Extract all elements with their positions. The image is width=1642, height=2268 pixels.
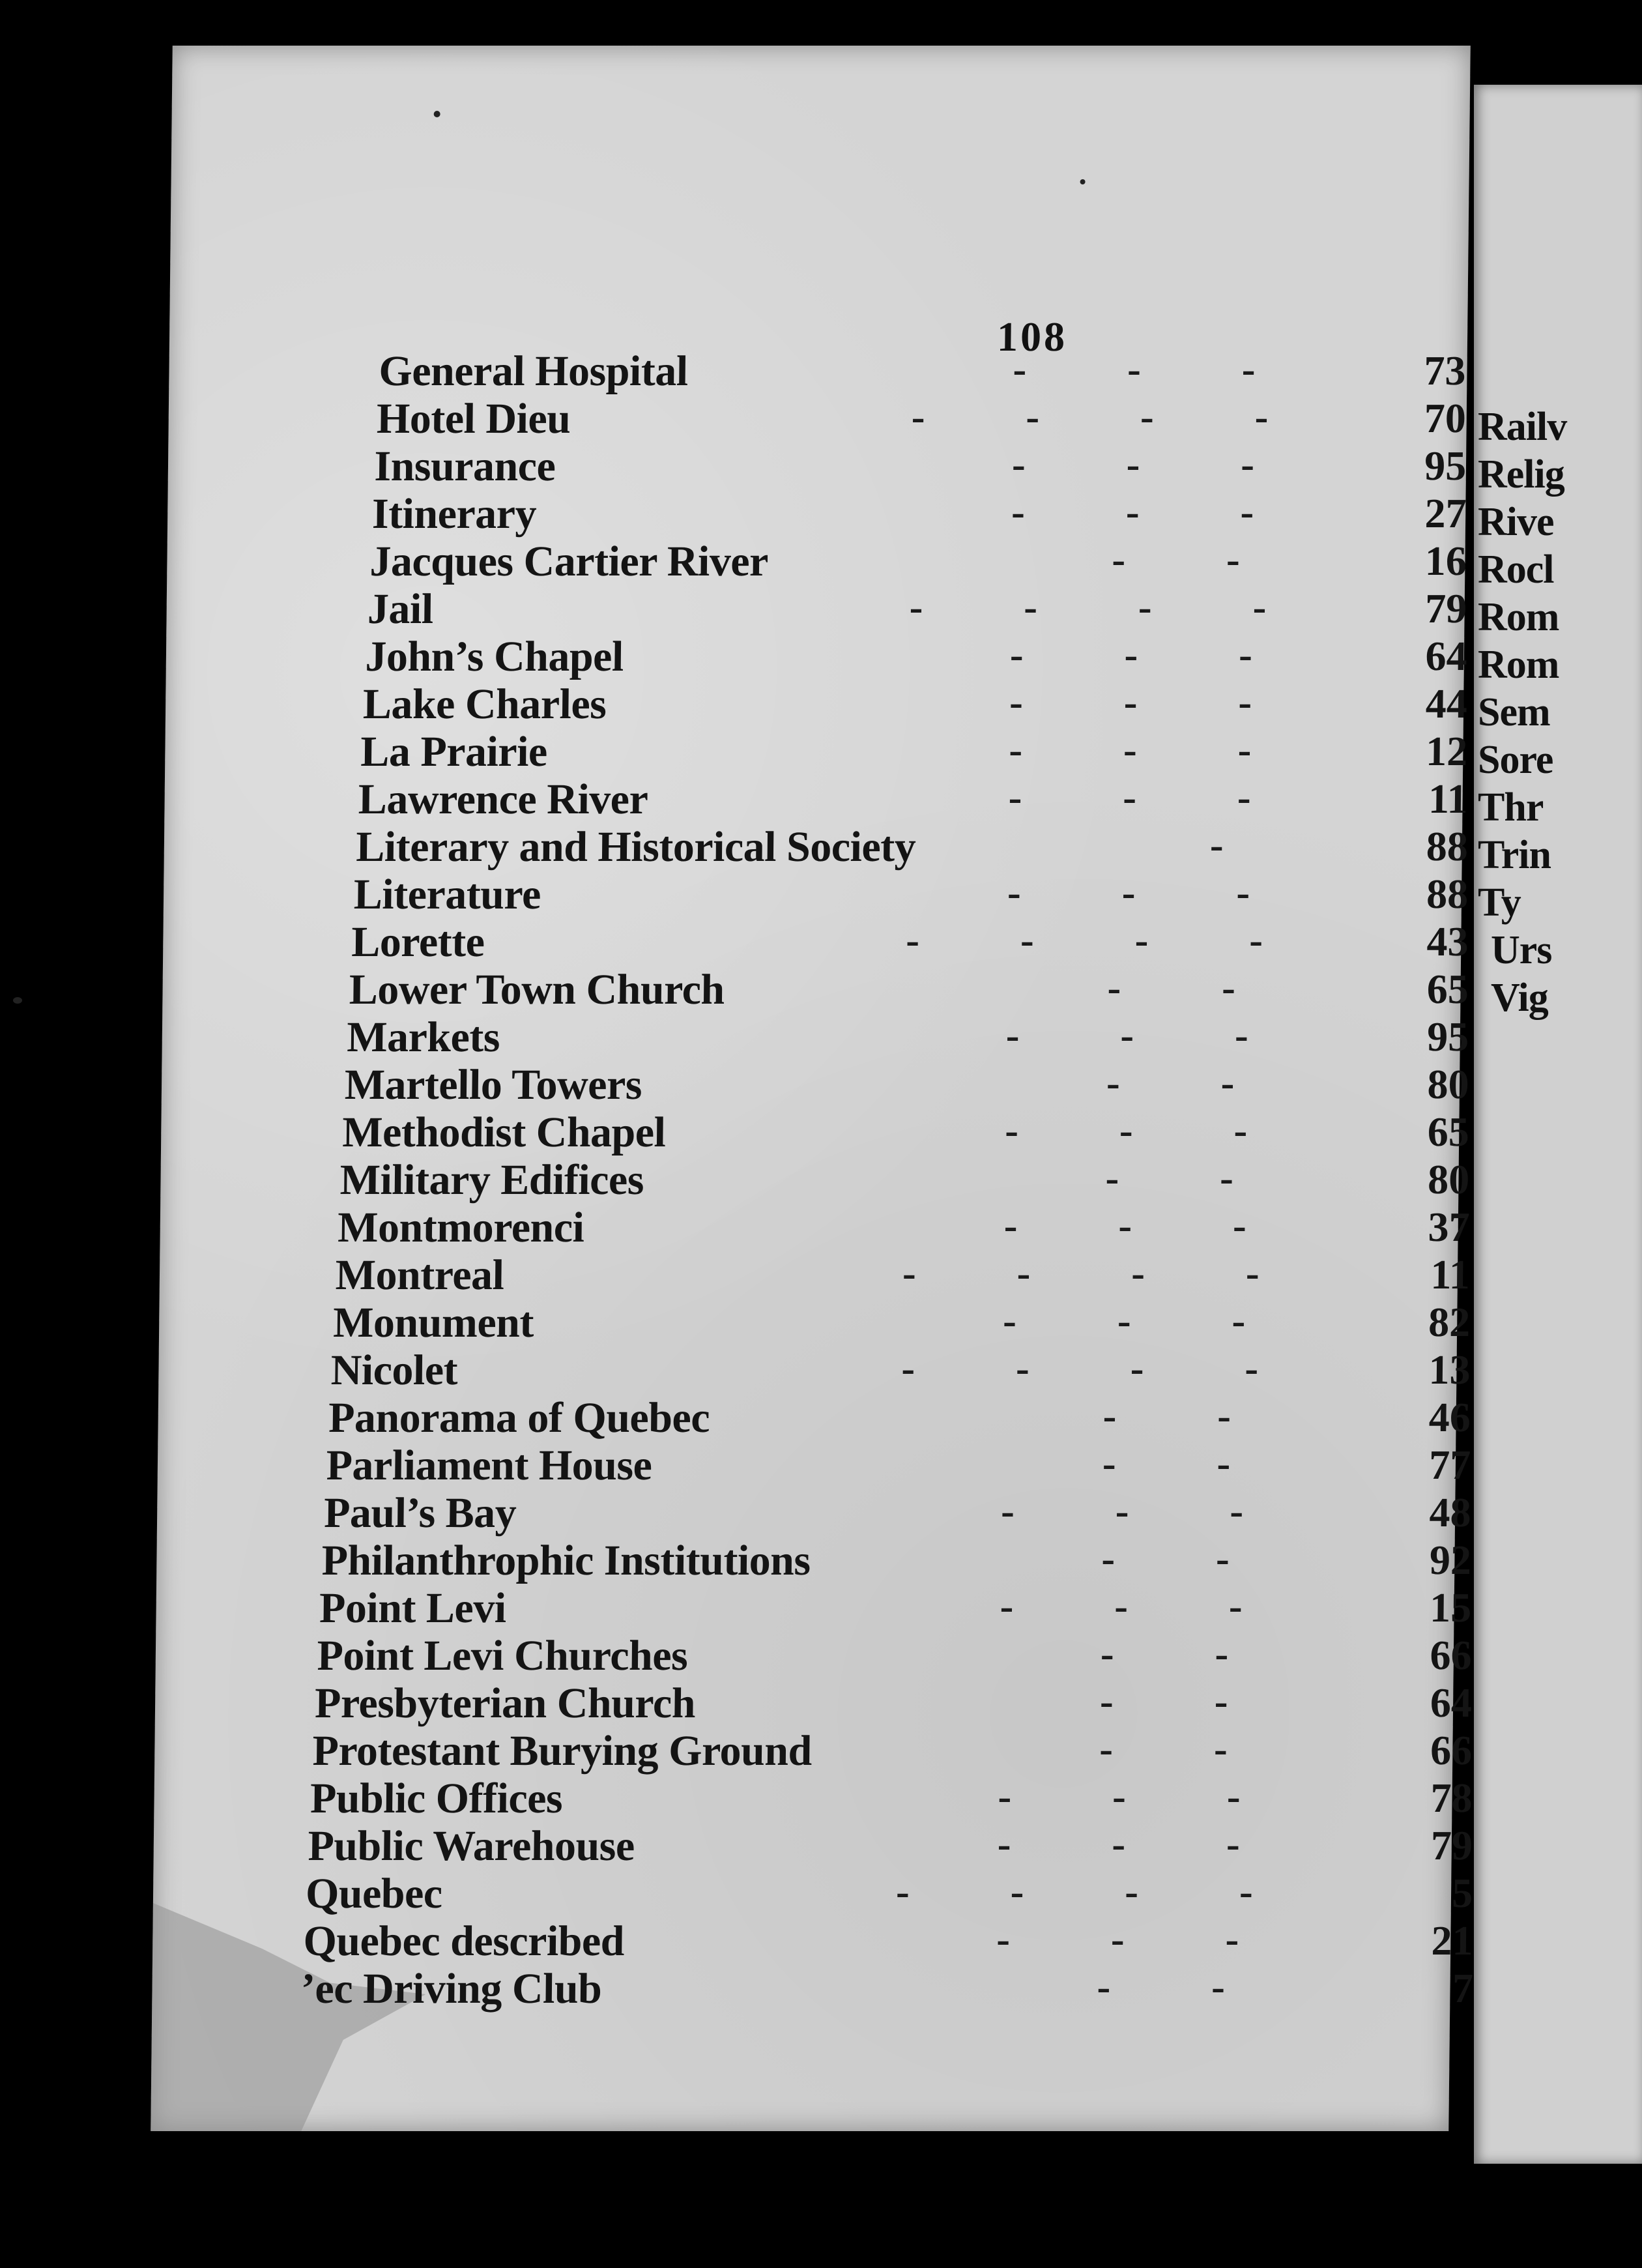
- entry-page-number: 95: [1424, 443, 1467, 489]
- index-entry: [346, 1013, 1469, 1061]
- entry-leader-dots: - -: [1099, 1727, 1228, 1771]
- entry-leader-dots: - -: [1101, 1537, 1230, 1581]
- adjacent-page-entry: Trin: [1478, 833, 1551, 877]
- entry-label: Point Levi: [319, 1584, 507, 1632]
- entry-leader-dots: - - - -: [909, 585, 1267, 630]
- entry-page-number: 27: [1424, 490, 1467, 536]
- entry-label: Itinerary: [371, 490, 537, 538]
- entry-page-number: 88: [1426, 823, 1469, 869]
- index-entry: [305, 1869, 1473, 1917]
- entry-page-number: 48: [1429, 1489, 1471, 1535]
- entry-page-number: 15: [1429, 1584, 1472, 1631]
- entry-leader-dots: - - - -: [895, 1870, 1254, 1914]
- entry-leader-dots: - -: [1107, 966, 1236, 1010]
- index-entry: [310, 1774, 1473, 1822]
- adjacent-page-entry: Sore: [1478, 738, 1553, 782]
- entry-label: Public Warehouse: [308, 1822, 635, 1870]
- entry-leader-dots: - - -: [1005, 1013, 1249, 1058]
- entry-leader-dots: - - -: [1009, 680, 1252, 725]
- entry-label: ’ec Driving Club: [300, 1965, 602, 2013]
- adjacent-page-entry: Urs: [1491, 928, 1552, 972]
- index-entry: [341, 1108, 1470, 1156]
- entry-page-number: 73: [1424, 347, 1466, 394]
- entry-leader-dots: - - -: [997, 1822, 1241, 1867]
- entry-leader-dots: - - - -: [906, 918, 1263, 963]
- entry-label: Lorette: [351, 918, 485, 966]
- entry-page-number: 70: [1424, 395, 1467, 441]
- ink-speck: [13, 997, 22, 1004]
- entry-leader-dots: - - -: [1007, 871, 1250, 915]
- entry-leader-dots: - - -: [1011, 490, 1254, 534]
- entry-label: Insurance: [374, 443, 556, 490]
- entry-label: Markets: [346, 1013, 500, 1061]
- entry-label: Philanthrophic Institutions: [321, 1537, 811, 1584]
- entry-leader-dots: - - -: [1003, 1204, 1247, 1248]
- adjacent-page-entry: Railv: [1478, 405, 1567, 449]
- entry-page-number: 7: [1452, 1965, 1474, 2011]
- index-entry: [323, 1489, 1471, 1537]
- entry-leader-dots: - -: [1097, 1965, 1226, 2009]
- adjacent-page-entry: Thr: [1478, 785, 1544, 830]
- index-entry: [337, 1203, 1470, 1251]
- adjacent-page-entry: Sem: [1478, 690, 1550, 734]
- entry-page-number: 43: [1426, 918, 1469, 965]
- entry-page-number: 77: [1428, 1442, 1471, 1488]
- entry-page-number: 64: [1425, 633, 1467, 679]
- entry-leader-dots: - -: [1100, 1632, 1229, 1676]
- index-entry: [374, 442, 1471, 489]
- ink-speck: [434, 111, 440, 117]
- index-entry: [349, 965, 1469, 1013]
- entry-page-number: 78: [1430, 1775, 1473, 1821]
- entry-label: Literature: [353, 871, 541, 918]
- index-entry: [351, 918, 1467, 965]
- index-entry: [314, 1679, 1473, 1727]
- entry-page-number: 66: [1430, 1727, 1473, 1773]
- entry-label: Nicolet: [330, 1346, 458, 1394]
- entry-label: Montreal: [335, 1251, 504, 1299]
- adjacent-page: [1474, 85, 1642, 2164]
- entry-label: Point Levi Churches: [317, 1632, 688, 1679]
- adjacent-page-entry: Rom: [1478, 595, 1559, 639]
- adjacent-page-entry: Ty: [1478, 880, 1521, 925]
- entry-page-number: 79: [1424, 585, 1467, 632]
- ink-speck: [1080, 179, 1086, 184]
- entry-page-number: 21: [1431, 1917, 1473, 1964]
- entry-page-number: 79: [1430, 1822, 1473, 1868]
- entry-leader-dots: - -: [1106, 1061, 1235, 1105]
- index-entry: [377, 394, 1473, 441]
- entry-page-number: 13: [1428, 1346, 1471, 1393]
- entry-leader-dots: - - -: [1009, 728, 1252, 772]
- index-entry: [317, 1631, 1472, 1679]
- index-entry: [319, 1584, 1472, 1632]
- entry-page-number: 44: [1425, 680, 1468, 727]
- index-entry: [326, 1441, 1471, 1489]
- entry-page-number: 65: [1427, 1109, 1470, 1155]
- entry-leader-dots: - -: [1105, 1156, 1234, 1200]
- index-entry: [369, 537, 1471, 584]
- entry-label: Hotel Dieu: [376, 395, 571, 443]
- entry-label: Protestant Burying Ground: [312, 1727, 813, 1775]
- entry-page-number: 92: [1429, 1537, 1472, 1583]
- entry-leader-dots: - - - -: [902, 1251, 1260, 1296]
- entry-page-number: 64: [1430, 1679, 1473, 1726]
- adjacent-page-entry: Relig: [1478, 452, 1564, 497]
- entry-page-number: 80: [1427, 1061, 1469, 1107]
- entry-leader-dots: - - -: [1009, 633, 1253, 677]
- entry-label: Military Edifices: [339, 1156, 644, 1204]
- index-entry: [328, 1393, 1471, 1442]
- index-entry: [379, 347, 1473, 394]
- entry-label: Lawrence River: [358, 776, 648, 823]
- entry-label: Lake Charles: [362, 680, 607, 728]
- index-entry: [339, 1156, 1470, 1204]
- entry-page-number: 37: [1428, 1204, 1470, 1250]
- entry-label: Parliament House: [326, 1442, 652, 1489]
- entry-label: Montmorenci: [337, 1204, 584, 1251]
- index-entry: [367, 585, 1471, 632]
- page-number: 108: [996, 313, 1068, 360]
- entry-page-number: 12: [1425, 728, 1468, 774]
- entry-label: Monument: [332, 1299, 534, 1346]
- index-entry: [354, 870, 1467, 917]
- entry-label: La Prairie: [360, 728, 548, 776]
- entry-label: Paul’s Bay: [323, 1489, 517, 1537]
- entry-label: Presbyterian Church: [314, 1679, 696, 1727]
- index-list: [151, 46, 1474, 2131]
- entry-label: Literary and Historical Society: [355, 823, 916, 871]
- entry-leader-dots: - -: [1099, 1679, 1228, 1724]
- entry-leader-dots: - - -: [1000, 1584, 1243, 1629]
- entry-leader-dots: - - - -: [911, 395, 1269, 439]
- entry-label: Methodist Chapel: [341, 1109, 666, 1156]
- entry-label: Jacques Cartier River: [369, 538, 769, 585]
- index-entry: [300, 1964, 1474, 2013]
- adjacent-page-entry: Rive: [1478, 500, 1554, 544]
- entry-leader-dots: - - -: [1013, 347, 1256, 392]
- entry-leader-dots: - - -: [1000, 1489, 1244, 1534]
- entry-leader-dots: - - -: [1002, 1299, 1246, 1343]
- index-entry: [344, 1060, 1469, 1109]
- index-entry: [335, 1251, 1471, 1299]
- index-entry: [356, 822, 1467, 869]
- adjacent-page-entry: Rom: [1478, 643, 1559, 687]
- entry-leader-dots: - -: [1102, 1442, 1231, 1486]
- entry-leader-dots: - - -: [1004, 1109, 1248, 1153]
- entry-leader-dots: - - -: [996, 1917, 1239, 1962]
- entry-label: Quebec described: [303, 1917, 625, 1965]
- entry-label: Quebec: [305, 1870, 443, 1917]
- index-entry: [312, 1726, 1473, 1775]
- index-entry: [332, 1298, 1471, 1346]
- entry-label: Lower Town Church: [349, 966, 725, 1013]
- entry-page-number: 16: [1424, 538, 1467, 584]
- index-entry: [372, 489, 1471, 536]
- adjacent-page-entry: Rocl: [1478, 547, 1554, 592]
- entry-page-number: 95: [1426, 1013, 1469, 1060]
- entry-label: Public Offices: [310, 1775, 563, 1822]
- entry-page-number: 5: [1451, 1870, 1473, 1916]
- entry-label: Jail: [367, 585, 434, 633]
- index-entry: [330, 1346, 1471, 1394]
- entry-leader-dots: -: [1209, 823, 1224, 867]
- entry-label: General Hospital: [379, 347, 689, 395]
- entry-leader-dots: - -: [1112, 538, 1241, 582]
- entry-leader-dots: - -: [1102, 1394, 1232, 1438]
- entry-label: John’s Chapel: [365, 633, 624, 680]
- index-entry: [303, 1917, 1473, 1965]
- entry-leader-dots: - - -: [1008, 776, 1251, 820]
- entry-leader-dots: - - - -: [901, 1346, 1259, 1391]
- index-entry: [365, 632, 1469, 679]
- entry-label: Panorama of Quebec: [328, 1394, 710, 1442]
- entry-page-number: 46: [1428, 1394, 1471, 1440]
- index-entry: [321, 1536, 1472, 1584]
- entry-page-number: 80: [1427, 1156, 1470, 1202]
- index-page: [151, 46, 1474, 2131]
- entry-page-number: 88: [1426, 871, 1469, 917]
- index-entry: [308, 1822, 1473, 1870]
- entry-page-number: 66: [1430, 1632, 1472, 1678]
- entry-page-number: 65: [1426, 966, 1469, 1012]
- entry-label: Martello Towers: [344, 1061, 642, 1109]
- entry-leader-dots: - - -: [1011, 443, 1255, 487]
- entry-page-number: 11: [1428, 776, 1468, 822]
- entry-leader-dots: - - -: [998, 1775, 1241, 1819]
- entry-page-number: 11: [1430, 1251, 1471, 1298]
- index-entry: [358, 775, 1469, 822]
- index-entry: [360, 727, 1469, 774]
- entry-page-number: 82: [1428, 1299, 1471, 1345]
- adjacent-page-entry: Vig: [1491, 976, 1548, 1020]
- index-entry: [363, 680, 1469, 727]
